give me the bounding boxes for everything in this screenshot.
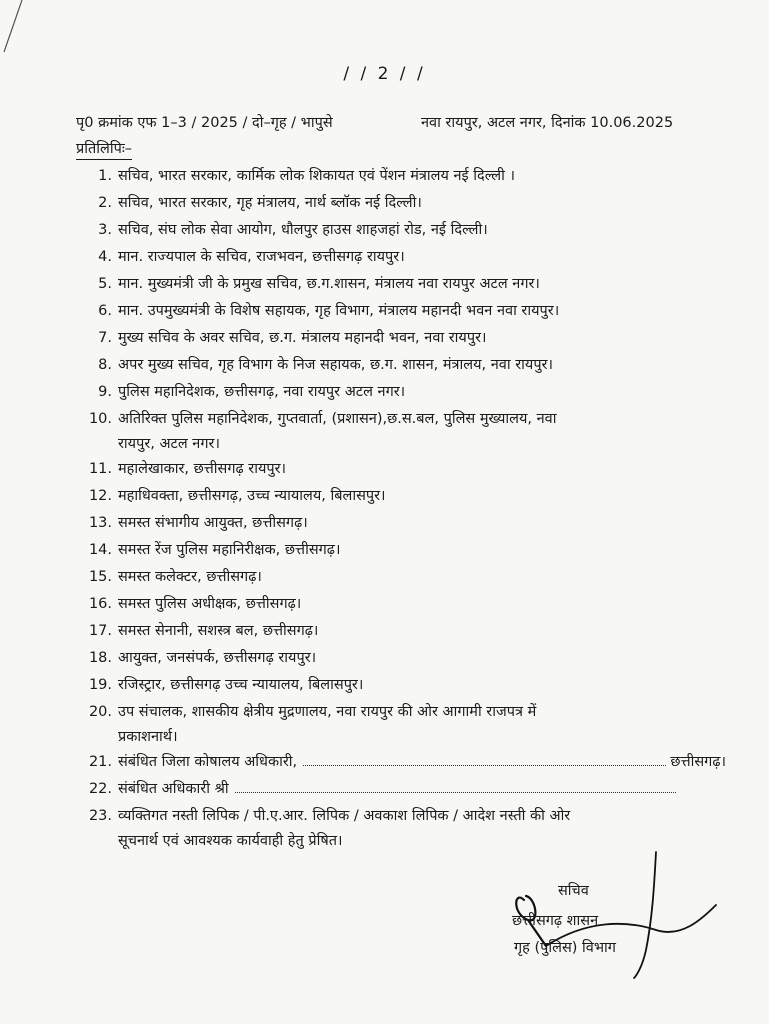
list-item: 18. आयुक्त, जनसंपर्क, छत्तीसगढ़ रायपुर। <box>88 650 317 666</box>
list-item: 12. महाधिवक्ता, छत्तीसगढ़, उच्च न्यायालय, बिलासपुर। <box>88 488 386 504</box>
list-item: 9. पुलिस महानिदेशक, छत्तीसगढ़, नवा रायपुर अटल नगर। <box>98 384 406 400</box>
blank-fill-line <box>303 755 666 766</box>
signatory-government: छत्तीसगढ़ शासन <box>512 913 599 929</box>
list-item: 6. मान. उपमुख्यमंत्री के विशेष सहायक, गृह विभाग, मंत्रालय महानदी भवन नवा रायपुर। <box>98 303 560 319</box>
blank-fill-line <box>235 782 676 793</box>
signature-block <box>506 880 706 990</box>
list-item: 8. अपर मुख्य सचिव, गृह विभाग के निज सहायक, छ.ग. शासन, मंत्रालय, नवा रायपुर। <box>98 357 553 373</box>
list-item: 20. उप संचालक, शासकीय क्षेत्रीय मुद्रणालय, नवा रायपुर की ओर आगामी राजपत्र में प्रकाशनार्थ। <box>88 704 537 745</box>
list-item: 2. सचिव, भारत सरकार, गृह मंत्रालय, नार्थ ब्लॉक नई दिल्ली। <box>98 195 422 211</box>
list-item: 1. सचिव, भारत सरकार, कार्मिक लोक शिकायत एवं पेंशन मंत्रालय नई दिल्ली । <box>98 168 515 184</box>
list-item: 13. समस्त संभागीय आयुक्त, छत्तीसगढ़। <box>88 515 308 531</box>
list-item: 5. मान. मुख्यमंत्री जी के प्रमुख सचिव, छ.ग.शासन, मंत्रालय नवा रायपुर अटल नगर। <box>98 276 540 292</box>
corner-pen-mark <box>0 0 40 60</box>
list-item: 3. सचिव, संघ लोक सेवा आयोग, धौलपुर हाउस शाहजहां रोड, नई दिल्ली। <box>98 222 488 238</box>
signatory-title: सचिव <box>558 883 589 899</box>
list-item: 14. समस्त रेंज पुलिस महानिरीक्षक, छत्तीसगढ़। <box>88 542 341 558</box>
list-item: 23. व्यक्तिगत नस्ती लिपिक / पी.ए.आर. लिपिक / अवकाश लिपिक / आदेश नस्ती की ओर सूचनार्थ एवं आवश्यक कार्यवाही हेतु प्रेषित। <box>88 808 571 849</box>
list-item: 7. मुख्य सचिव के अवर सचिव, छ.ग. मंत्रालय महानदी भवन, नवा रायपुर। <box>98 330 487 346</box>
list-item: 21. संबंधित जिला कोषालय अधिकारी, छत्तीसगढ़। <box>88 754 726 770</box>
list-item: 15. समस्त कलेक्टर, छत्तीसगढ़। <box>88 569 262 585</box>
list-item: 19. रजिस्ट्रार, छत्तीसगढ़ उच्च न्यायालय, बिलासपुर। <box>88 677 364 693</box>
list-item: 16. समस्त पुलिस अधीक्षक, छत्तीसगढ़। <box>88 596 302 612</box>
signatory-department: गृह (पुलिस) विभाग <box>514 940 616 956</box>
copy-to-label: प्रतिलिपिः– <box>76 140 132 160</box>
list-item: 11. महालेखाकार, छत्तीसगढ़ रायपुर। <box>88 461 287 477</box>
list-item: 10. अतिरिक्त पुलिस महानिदेशक, गुप्तवार्ता, (प्रशासन),छ.स.बल, पुलिस मुख्यालय, नवा रायपुर, अटल नगर। <box>88 411 557 452</box>
list-item: 17. समस्त सेनानी, सशस्त्र बल, छत्तीसगढ़। <box>88 623 319 639</box>
page-number: / / 2 / / <box>343 64 426 84</box>
recipient-list <box>86 164 726 854</box>
reference-number: पृ0 क्रमांक एफ 1–3 / 2025 / दो–गृह / भापुसे <box>76 115 333 131</box>
list-item: 22. संबंधित अधिकारी श्री <box>86 777 726 804</box>
place-date: नवा रायपुर, अटल नगर, दिनांक 10.06.2025 <box>421 115 674 131</box>
reference-line <box>76 112 736 132</box>
list-item: 4. मान. राज्यपाल के सचिव, राजभवन, छत्तीसगढ़ रायपुर। <box>98 249 405 265</box>
